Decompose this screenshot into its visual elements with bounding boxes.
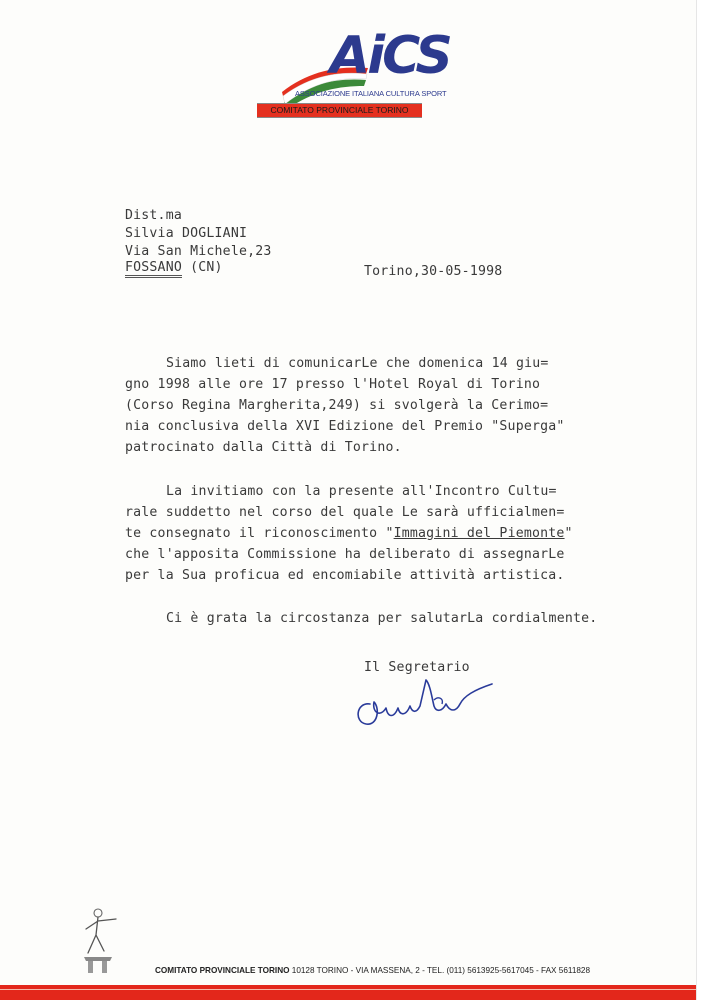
athlete-statue-icon (76, 905, 126, 977)
body-line (125, 526, 573, 541)
handwritten-signature (350, 672, 500, 732)
body-line: che l'apposita Commissione ha deliberato di assegnarLe (125, 547, 565, 562)
salutation: Dist.ma (125, 208, 182, 223)
body-line: Siamo lieti di comunicarLe che domenica 14 giu= (166, 356, 549, 371)
footer-committee: COMITATO PROVINCIALE TORINO (155, 966, 290, 975)
org-name: ASSOCIAZIONE ITALIANA CULTURA SPORT (295, 89, 447, 98)
body-line: rale suddetto nel corso del quale Le sarà ufficialmen= (125, 505, 565, 520)
recipient-name: Silvia DOGLIANI (125, 226, 248, 241)
award-title: Immagini del Piemonte (393, 526, 565, 541)
footer-address (155, 966, 590, 975)
recipient-street: Via San Michele,23 (125, 244, 272, 259)
body-line: La invitiamo con la presente all'Incontro Cultu= (166, 484, 557, 499)
signatory-title: Il Segretario (364, 660, 470, 675)
committee-banner: COMITATO PROVINCIALE TORINO (257, 103, 422, 118)
footer-contacts: 10128 TORINO - VIA MASSENA, 2 - TEL. (011) 5613925-5617045 - FAX 5611828 (289, 966, 591, 975)
award-line-prefix: te consegnato il riconoscimento " (125, 526, 394, 541)
recipient-city: FOSSANO (125, 260, 182, 278)
body-line: nia conclusiva della XVI Edizione del Premio "Superga" (125, 419, 565, 434)
body-line: per la Sua proficua ed encomiabile attività artistica. (125, 568, 565, 583)
body-line: gno 1998 alle ore 17 presso l'Hotel Royal di Torino (125, 377, 541, 392)
recipient-city-line (125, 260, 223, 275)
footer-red-band (0, 985, 696, 1000)
closing-line: Ci è grata la circostanza per salutarLa cordialmente. (166, 611, 598, 626)
recipient-province: (CN) (190, 260, 223, 275)
letter-date: Torino,30-05-1998 (364, 264, 503, 279)
body-line: patrocinato dalla Città di Torino. (125, 440, 402, 455)
award-line-suffix: " (564, 526, 573, 541)
aics-logo-wordmark: AiCS (330, 26, 450, 86)
body-line: (Corso Regina Margherita,249) si svolgerà la Cerimo= (125, 398, 549, 413)
